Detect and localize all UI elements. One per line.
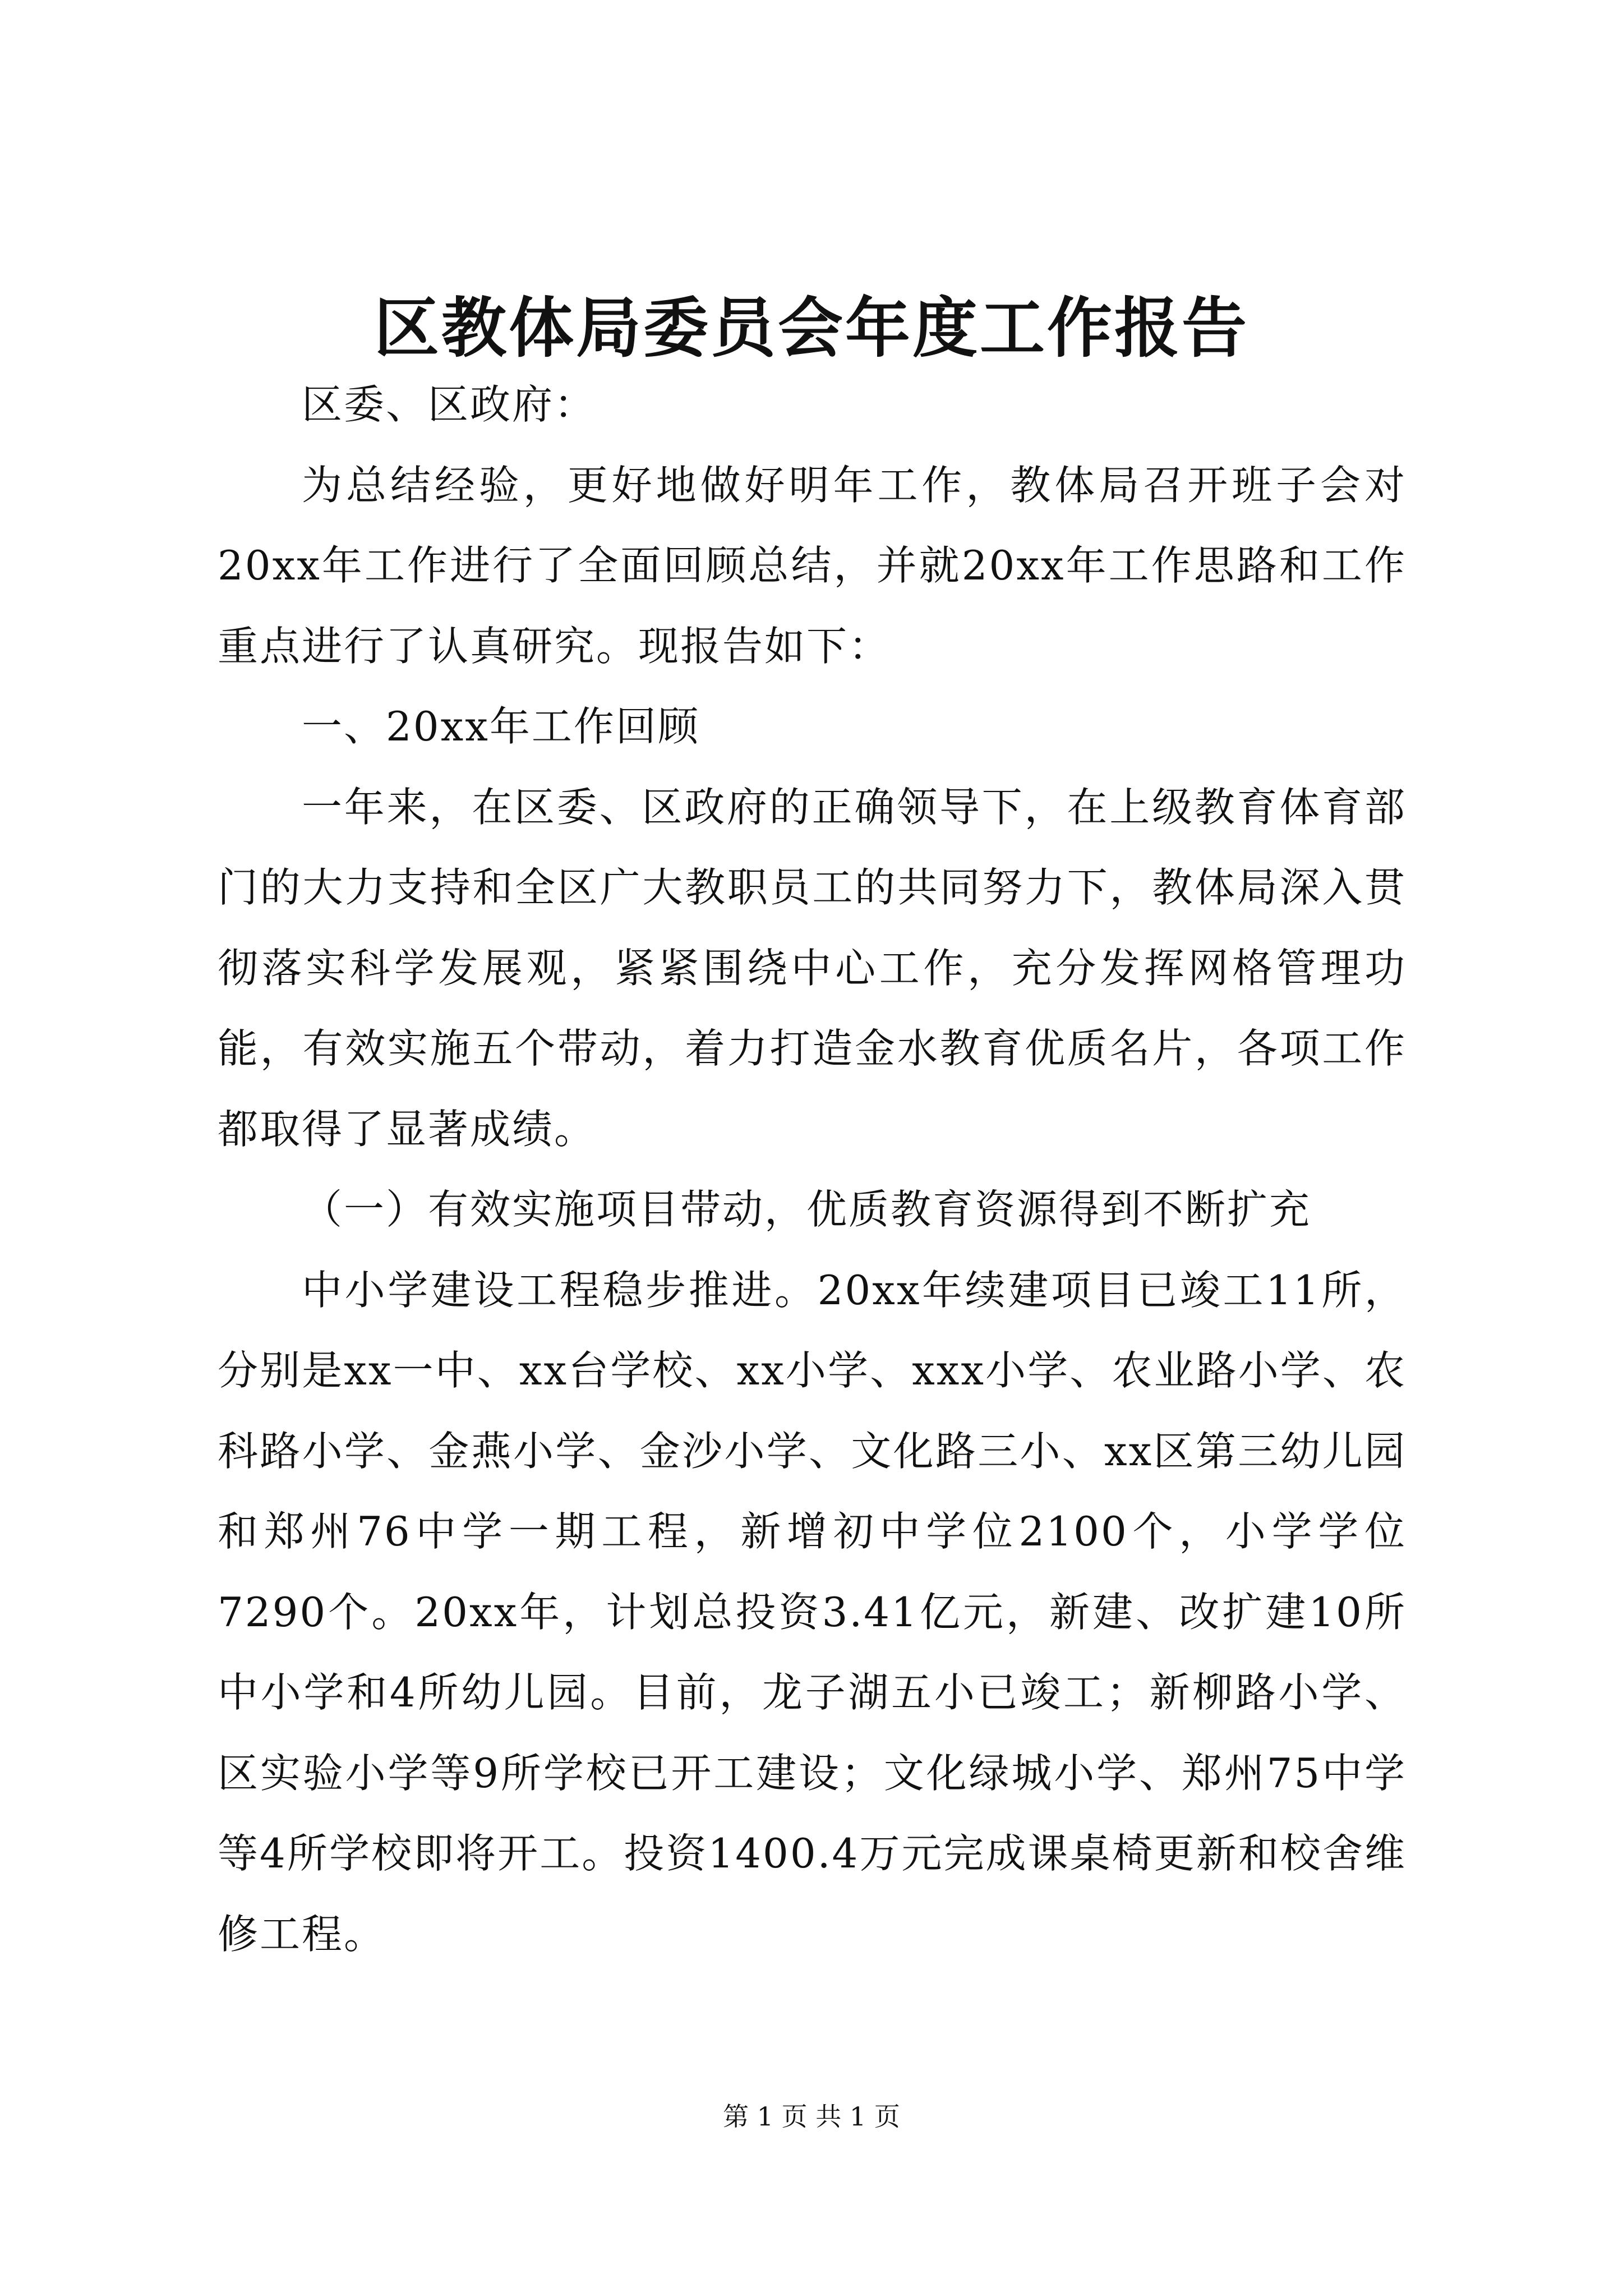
page-number-footer: 第 1 页 共 1 页 <box>723 2101 900 2132</box>
document-title: 区教体局委员会年度工作报告 <box>374 290 1249 366</box>
salutation: 区委、区政府： <box>302 381 597 428</box>
subsection-heading-project: （一）有效实施项目带动，优质教育资源得到不断扩充 <box>302 1186 1312 1233</box>
paragraph-intro: 为总结经验，更好地做好明年工作，教体局召开班子会对20xx年工作进行了全面回顾总结，并就20xx年工作思路和工作重点进行了认真研究。现报告如下： <box>218 461 1407 670</box>
paragraph-overview: 一年来，在区委、区政府的正确领导下，在上级教育体育部门的大力支持和全区广大教职员工的共同努力下，教体局深入贯彻落实科学发展观，紧紧围绕中心工作，充分发挥网格管理功能，有效实施五个带动，着力打造金水教育优质名片，各项工作都取得了显著成绩。 <box>218 783 1407 1153</box>
document-body <box>218 365 1407 1975</box>
section-heading-review: 一、20xx年工作回顾 <box>302 703 700 750</box>
paragraph-construction: 中小学建设工程稳步推进。20xx年续建项目已竣工11所，分别是xx一中、xx台学校、xx小学、xxx小学、农业路小学、农科路小学、金燕小学、金沙小学、文化路三小、xx区第三幼儿园和郑州76中学一期工程，新增初中学位2100个，小学学位7290个。20xx年，计划总投资3.41亿元，新建、改扩建10所中小学和4所幼儿园。目前，龙子湖五小已竣工；新柳路小学、区实验小学等9所学校已开工建设；文化绿城小学、郑州75中学等4所学校即将开工。投资1400.4万元完成课桌椅更新和校舍维修工程。 <box>218 1266 1407 1958</box>
